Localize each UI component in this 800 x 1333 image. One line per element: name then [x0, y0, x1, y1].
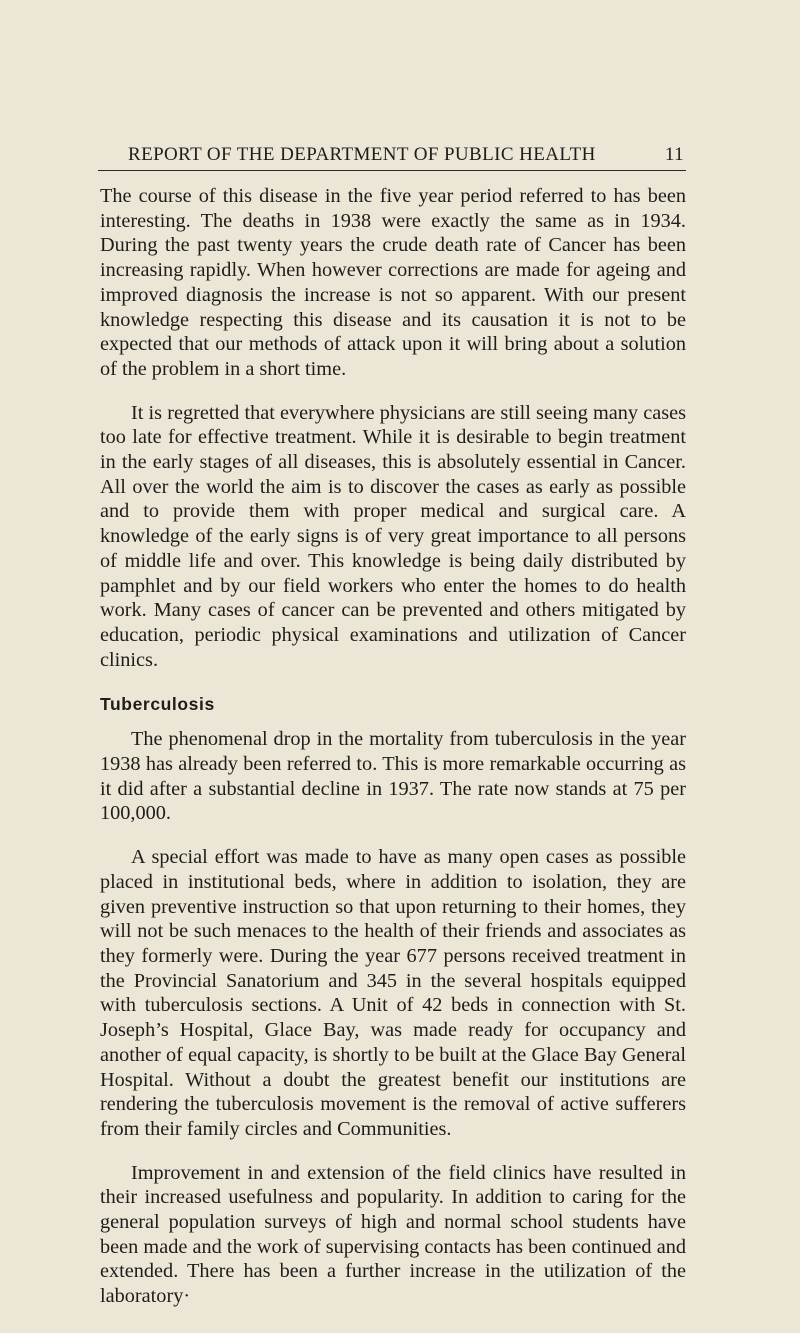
paragraph-cancer-treatment: It is regretted that everywhere physicians are still seeing many cases too late for effective treatment. While it is desirable to begin treatment in the early stages of all diseases, this is absolutely essential in Cancer. All over the world the aim is to discover the cases as early as possible and to provide them with proper medical and surgical care. A knowledge of the early signs is of very great importance to all persons of middle life and over. This knowledge is being daily distributed by pamphlet and by our field workers who enter the homes to do health work. Many cases of cancer can be prevented and others mitigated by education, periodic physical examinations and utilization of Cancer clinics.	[100, 401, 686, 671]
paragraph-tb-institutions: A special effort was made to have as many open cases as possible placed in institutional beds, where in addition to isolation, they are given preventive instruction so that upon returning to their homes, they will not be such menaces to the health of their friends and associates as they formerly were. During the year 677 persons received treatment in the Provincial Sanatorium and 345 in the several hospitals equipped with tuberculosis sections. A Unit of 42 beds in connection with St. Joseph’s Hospital, Glace Bay, was made ready for occupancy and another of equal capacity, is shortly to be built at the Glace Bay General Hospital. Without a doubt the greatest benefit our institutions are rendering the tuberculosis movement is the removal of active sufferers from their family circles and Communities.	[100, 846, 686, 1140]
page-number: 11	[664, 144, 684, 165]
running-header	[128, 144, 684, 166]
paragraph-cancer-course: The course of this disease in the five year period referred to has been interesting. The deaths in 1938 were exactly the same as in 1934. During the past twenty years the crude death rate of Cancer has been increasing rapidly. When however corrections are made for ageing and improved diagnosis the increase is not so apparent. With our present knowledge respecting this disease and its causation it is not to be expected that our methods of attack upon it will bring about a solution of the problem in a short time.	[100, 185, 686, 380]
section-heading-tuberculosis: Tuberculosis	[100, 694, 215, 715]
paragraph-tb-mortality: The phenomenal drop in the mortality from tuberculosis in the year 1938 has already been referred to. This is more remarkable occurring as it did after a substantial decline in 1937. The rate now stands at 75 per 100,000.	[100, 728, 686, 825]
header-rule	[98, 170, 686, 171]
running-title: REPORT OF THE DEPARTMENT OF PUBLIC HEALTH	[128, 144, 596, 165]
body-text	[100, 176, 686, 1309]
paragraph-tb-clinics: Improvement in and extension of the field clinics have resulted in their increased usefulness and popularity. In addition to caring for the general population surveys of high and normal school students have been made and the work of supervising contacts has been continued and extended. There has been a further increase in the utilization of the laboratory·	[100, 1161, 686, 1308]
